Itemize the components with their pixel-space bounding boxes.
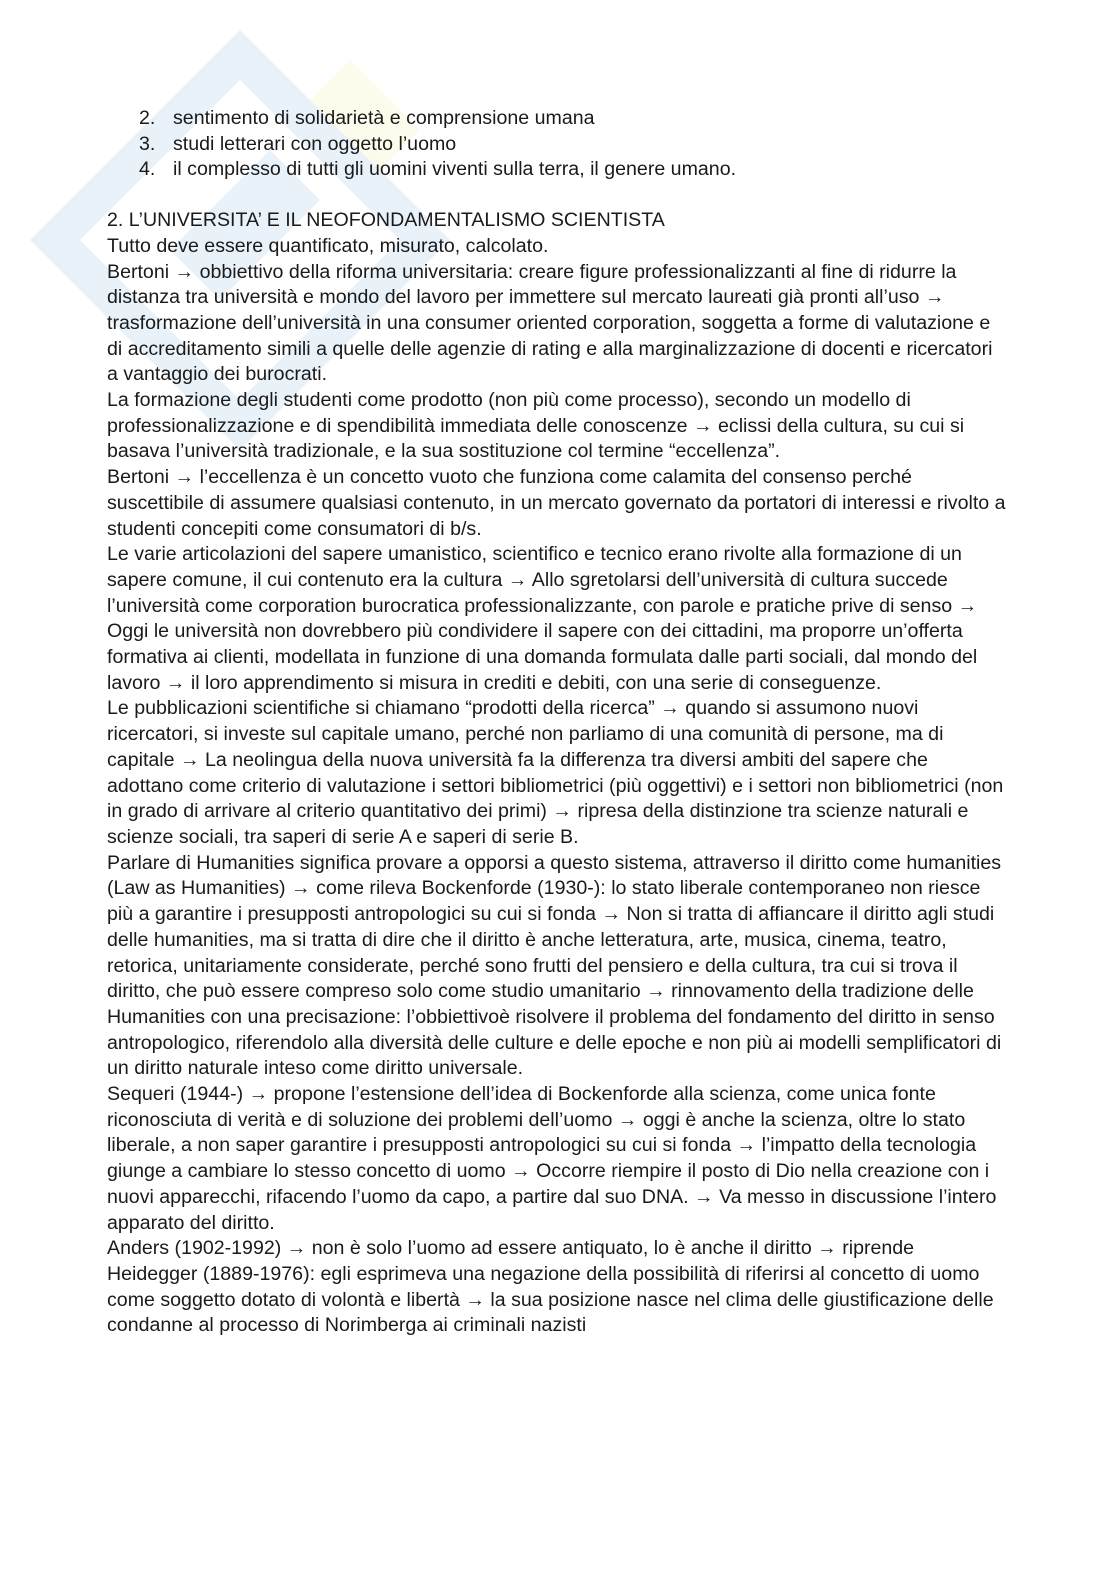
paragraph: Parlare di Humanities significa provare a opporsi a questo sistema, attraverso il diritto come humanities (Law as Humanities) → come rileva Bockenforde (1930-): lo stato liberale contemporaneo non riesce più a garantire i presupposti antropologici su cui si fonda → Non si tratta di affiancare il diritto agli studi delle humanities, ma si tratta di dire che il diritto è anche letteratura, arte, musica, cinema, teatro, retorica, unitariamente considerate, perché sono frutti del pensiero e della cultura, tra cui si trova il diritto, che può essere compreso solo come studio umanitario → rinnovamento della tradizione delle Humanities con una precisazione: l’obbiettivoè risolvere il problema del fondamento del diritto in senso antropologico, riferendolo alla diversità delle culture e delle epoche e non più ai modelli semplificatori di un diritto naturale inteso come diritto universale. — [107, 851, 1002, 1080]
spacer — [107, 183, 1007, 208]
document-page — [107, 106, 1007, 1339]
paragraph: Bertoni → obbiettivo della riforma universitaria: creare figure professionalizzanti al fine di ridurre la distanza tra università e mondo del lavoro per immettere sul mercato laureati già pronti all’uso → trasformazione dell’università in una consumer oriented corporation, soggetta a forme di valutazione e di accreditamento simili a quelle delle agenzie di rating e alla marginalizzazione di docenti e ricercatori a vantaggio dei burocrati. — [107, 260, 993, 386]
list-item-text: studi letterari con oggetto l’uomo — [173, 132, 457, 155]
section-heading: 2. L’UNIVERSITA’ E IL NEOFONDAMENTALISMO SCIENTISTA — [107, 209, 665, 232]
list-item-text: sentimento di solidarietà e comprensione umana — [173, 107, 595, 129]
list-item-text: il complesso di tutti gli uomini viventi sulla terra, il genere umano. — [173, 158, 737, 181]
numbered-list — [107, 106, 1007, 183]
paragraph: Sequeri (1944-) → propone l’estensione dell’idea di Bockenforde alla scienza, come unica fonte riconosciuta di verità e di soluzione dei problemi dell’uomo → oggi è anche la scienza, oltre lo stato liberale, a non saper garantire i presupposti antropologici su cui si fonda → l’impatto della tecnologia giunge a cambiare lo stesso concetto di uomo → Occorre riempire il posto di Dio nella creazione con i nuovi apparecchi, rifacendo l’uomo da capo, a partire dal suo DNA. → Va messo in discussione l’intero apparato del diritto. — [107, 1083, 997, 1234]
paragraph: Bertoni → l’eccellenza è un concetto vuoto che funziona come calamita del consenso perché suscettibile di assumere qualsiasi contenuto, in un mercato governato da portatori di interessi e rivolto a studenti concepiti come consumatori di b/s. — [107, 466, 1006, 540]
paragraph: Anders (1902-1992) → non è solo l’uomo ad essere antiquato, lo è anche il diritto → riprende Heidegger (1889-1976): egli esprimeva una negazione della possibilità di riferirsi al concetto di uomo come soggetto dotato di volontà e libertà → la sua posizione nasce nel clima delle giustificazione delle condanne al processo di Norimberga ai criminali nazisti — [107, 1237, 994, 1337]
list-item-number: 2. — [139, 107, 156, 129]
paragraph: Tutto deve essere quantificato, misurato, calcolato. — [107, 234, 549, 257]
paragraph: Le pubblicazioni scientifiche si chiamano “prodotti della ricerca” → quando si assumono nuovi ricercatori, si investe sul capitale umano, perché non parliamo di una comunità di persone, ma di capitale → La neolingua della nuova università fa la differenza tra diversi ambiti del sapere che adottano come criterio di valutazione i settori bibliometrici (più oggettivi) e i settori non bibliometrici (non in grado di arrivare al criterio quantitativo dei primi) → ripresa della distinzione tra scienze naturali e scienze sociali, tra saperi di serie A e saperi di serie B. — [107, 697, 1004, 848]
paragraph: Le varie articolazioni del sapere umanistico, scientifico e tecnico erano rivolte alla formazione di un sapere comune, il cui contenuto era la cultura → Allo sgretolarsi dell’università di cultura succede l’università come corporation burocratica professionalizzante, con parole e pratiche prive di senso → Oggi le università non dovrebbero più condividere il sapere con dei cittadini, ma proporre un’offerta formativa ai clienti, modellata in funzione di una domanda formulata dalle parti sociali, dal mondo del lavoro → il loro apprendimento si misura in crediti e debiti, con una serie di conseguenze. — [107, 543, 978, 694]
list-item — [107, 157, 1007, 183]
list-item-number: 4. — [139, 158, 156, 181]
list-item-number: 3. — [139, 132, 156, 155]
paragraph: La formazione degli studenti come prodotto (non più come processo), secondo un modello di professionalizzazione e di spendibilità immediata delle conoscenze → eclissi della cultura, su cui si basava l’università tradizionale, e la sua sostituzione col termine “eccellenza”. — [107, 389, 965, 463]
list-item — [107, 106, 1007, 132]
list-item — [107, 132, 1007, 158]
